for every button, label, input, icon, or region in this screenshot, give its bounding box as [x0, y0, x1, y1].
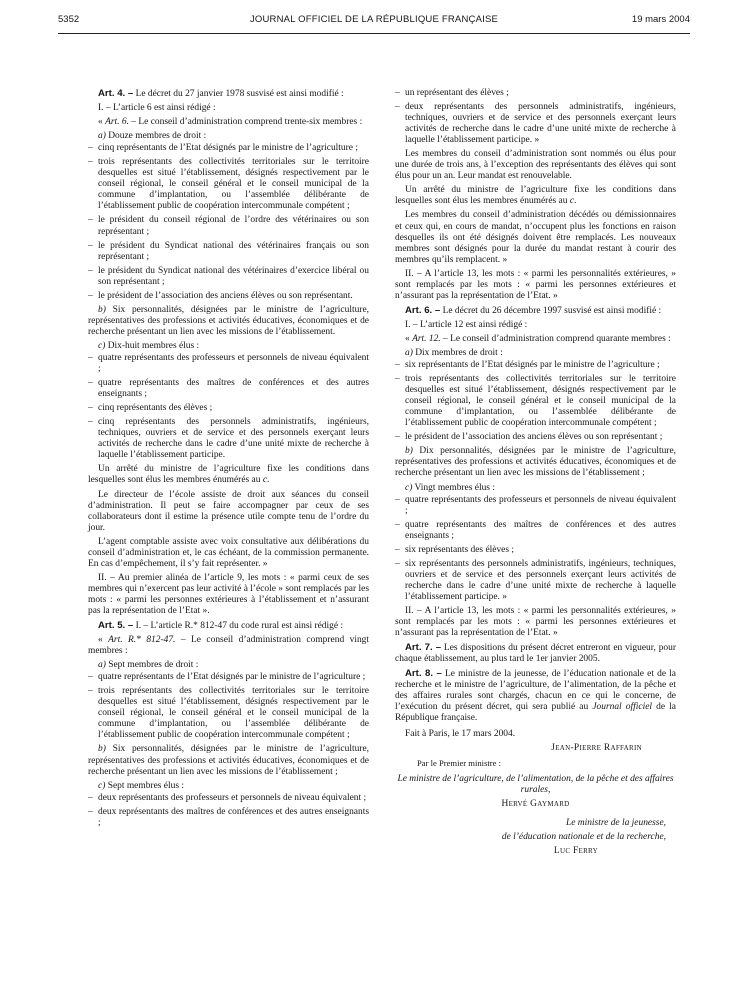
- section-c-label: c): [405, 482, 413, 493]
- par-le-premier-ministre: Par le Premier ministre :: [417, 757, 502, 768]
- article-6-intro: [395, 305, 676, 317]
- article-8: [395, 668, 676, 724]
- page-header: [58, 14, 690, 32]
- section-c: [88, 781, 369, 792]
- paragraph-arrete-ref: c: [262, 475, 268, 486]
- article-6-text: Le décret du 26 décembre 1997 susvisé est ainsi modifié :: [440, 305, 662, 316]
- signature-prime-minister: Jean-Pierre Raffarin: [551, 743, 642, 754]
- section-c-label: c): [98, 340, 106, 351]
- article-6-i: I. – L’article 12 est ainsi rédigé :: [405, 319, 528, 330]
- section-b: [88, 744, 369, 777]
- paragraph-arrete-text: Un arrêté du ministre de l’agriculture fixe les conditions dans lesquelles sont élus les membres énumérés au: [395, 185, 676, 207]
- r812-47-text: – Le conseil d’administration comprend vingt membres :: [88, 635, 370, 657]
- list-item: – trois représentants des collectivités territoriales sur le territoire desquelles est situé l’établissement, désignés respectivement par le conseil régional, le conseil général et le conseil municipal de la commune d’implantation, ou l’assemblée délibérante de l’établissement public de coopération intercommunale compétent ;: [88, 686, 369, 741]
- section-c: [395, 483, 676, 494]
- article-8-label: Art. 8. –: [405, 668, 442, 680]
- paragraph-ii: II. – A l’article 13, les mots : « parmi les personnalités extérieures, » sont remplacés par les mots : « parmi les personnes extérieures et n’assurant pas la représentation de l’Etat. »: [395, 605, 676, 639]
- article-4-label: Art. 4. –: [98, 88, 134, 99]
- paragraph-arrete: [395, 185, 676, 207]
- section-a: [88, 660, 369, 671]
- list-item: – le président de l’association des anciens élèves ou son représentant.: [88, 291, 369, 302]
- minister-jeunesse-title-2: de l’éducation nationale et de la recherche,: [501, 831, 666, 842]
- section-b-label: b): [98, 744, 106, 755]
- r812-47-label: Art. R.* 812-47.: [108, 635, 176, 646]
- section-c-text: Vingt membres élus :: [412, 482, 495, 493]
- list-item: – quatre représentants des maîtres de conférences et des autres enseignants ;: [395, 520, 676, 542]
- paragraph-ii: II. – Au premier alinéa de l’article 9, les mots : « parmi ceux de ses membres qui n’exercent pas leur activité à l’école » sont remplacés par les mots : « parmi les personnes extérieures à l’établissement et n’assurant pas la représentation de l’Etat ».: [88, 572, 369, 616]
- list-item: – le président de l’association des anciens élèves ou son représentant ;: [395, 432, 676, 443]
- list-item: – le président du conseil régional de l’ordre des vétérinaires ou son représentant ;: [88, 215, 369, 237]
- section-c-text: Dix-huit membres élus :: [105, 340, 200, 351]
- section-a-label: a): [405, 347, 413, 358]
- section-b-text: Six personnalités, désignées par le ministre de l’agriculture, représentatives des professions et activités éducatives, économiques et de recherche présentant un lien avec les missions de l’établissement ;: [88, 744, 369, 777]
- list-item: – trois représentants des collectivités territoriales sur le territoire desquelles est situé l’établissement, désignés respectivement par le conseil régional, le conseil général et le conseil municipal de la commune d’implantation, ou l’assemblée délibérante de l’établissement public de coopération intercommunale compétent ;: [395, 374, 676, 429]
- list-item: – deux représentants des personnels administratifs, ingénieurs, techniques, ouvriers et de service et des personnels exerçant leurs activités de recherche dans le cadre d’une unité mixte de recherche à laquelle l’établissement participe. »: [395, 102, 676, 146]
- art12-text: – Le conseil d’administration comprend quarante membres :: [440, 333, 671, 344]
- list-item: – le président du Syndicat national des vétérinaires français ou son représentant ;: [88, 241, 369, 263]
- article-5-intro: [88, 620, 369, 632]
- article-6-label: Art. 6. –: [405, 304, 441, 316]
- fait-a-paris: Fait à Paris, le 17 mars 2004.: [405, 729, 516, 740]
- paragraph-ii: II. – A l’article 13, les mots : « parmi les personnalités extérieures, » sont remplacés par les mots : « parmi les personnes extérieures et n’assurant pas la représentation de l’Etat. »: [395, 268, 676, 301]
- section-b: [88, 305, 369, 338]
- section-c: [88, 341, 369, 352]
- section-b-text: Six personnalités, désignées par le ministre de l’agriculture, représentatives des professions et activités éducatives, économiques et de recherche présentant un lien avec les missions de l’établissement.: [88, 304, 369, 337]
- signature-agriculture: Hervé Gaymard: [501, 798, 570, 809]
- section-c-label: c): [98, 780, 106, 791]
- article-5-label: Art. 5. –: [98, 620, 134, 632]
- paragraph-arrete-end: .: [574, 196, 577, 207]
- quote-open: «: [98, 635, 109, 646]
- section-a: [88, 131, 369, 142]
- page-number: 5352: [58, 14, 80, 25]
- paragraph-directeur: Le directeur de l’école assiste de droit aux séances du conseil d’administration. Il peut se faire accompagner par ceux de ses collaborateurs dont il estime la présence utile compte tenu de l’ordre du jour.: [88, 489, 369, 533]
- issue-date: 19 mars 2004: [631, 14, 690, 25]
- section-b-label: b): [98, 304, 106, 315]
- article-7-label: Art. 7. –: [405, 642, 442, 654]
- list-item: – le président du Syndicat national des vétérinaires d’exercice libéral ou son représentant ;: [88, 266, 369, 288]
- article-5-text: I. – L’article R.* 812-47 du code rural est ainsi rédigé :: [133, 621, 344, 632]
- quote-open: «: [405, 333, 413, 344]
- list-item: – deux représentants des professeurs et personnels de niveau équivalent ;: [88, 793, 369, 804]
- quote-open: «: [98, 117, 106, 128]
- section-a-text: Sept membres de droit :: [105, 660, 199, 671]
- r812-47-heading: [88, 635, 369, 657]
- section-b-text: Dix personnalités, désignées par le ministre de l’agriculture, représentatives des professions et activités éducatives, économiques et de recherche présentant un lien avec les missions de l’établissement ;: [395, 446, 676, 479]
- minister-agriculture-title: Le ministre de l’agriculture, de l’alimentation, de la pêche et des affaires rurales,: [397, 773, 674, 795]
- list-item: – six représentants des élèves ;: [395, 545, 676, 556]
- list-item: – quatre représentants des maîtres de conférences et des autres enseignants ;: [88, 378, 369, 400]
- paragraph-membres: Les membres du conseil d’administration sont nommés ou élus pour une durée de trois ans, à l’exception des représentants des élèves qui sont élus pour un an. Leur mandat est renouvelable.: [395, 149, 676, 182]
- paragraph-arrete-ref: c: [569, 196, 575, 207]
- list-item: – cinq représentants des élèves ;: [88, 403, 369, 414]
- article-8-text-end: de la République française.: [395, 702, 676, 724]
- section-a: [395, 348, 676, 359]
- minister-jeunesse-title-1: Le ministre de la jeunesse,: [565, 817, 666, 828]
- paragraph-arrete: [88, 464, 369, 486]
- paragraph-arrete-end: .: [267, 475, 270, 486]
- list-item: – six représentants des personnels administratifs, ingénieurs, techniques, ouvriers et de service et des personnels exerçant leurs activités de recherche dans le cadre d’une unité mixte de recherche à laquelle l’établissement participe. »: [395, 559, 676, 603]
- article-4-intro: [88, 88, 369, 100]
- list-item: – quatre représentants des professeurs et personnels de niveau équivalent ;: [88, 353, 369, 375]
- list-item: – quatre représentants des professeurs et personnels de niveau équivalent ;: [395, 495, 676, 517]
- journal-officiel-ref: Journal officiel: [592, 702, 653, 713]
- section-a-text: Dix membres de droit :: [412, 347, 503, 358]
- section-b: [395, 446, 676, 479]
- art12-label: Art. 12.: [412, 333, 441, 344]
- paragraph-deces: Les membres du conseil d’administration décédés ou démissionnaires et ceux qui, en cours de mandat, n’occupent plus les fonctions en raison desquelles ils ont été désignés doivent être remplacés. Les nouveaux membres sont désignés pour la durée du mandat restant à courir des membres qu’ils remplacent. »: [395, 210, 676, 265]
- article-4-text: Le décret du 27 janvier 1978 susvisé est ainsi modifié :: [133, 89, 344, 99]
- art12-heading: [395, 334, 676, 345]
- list-item: – cinq représentants de l’Etat désignés par le ministre de l’agriculture ;: [88, 143, 369, 154]
- list-item: – six représentants de l’Etat désignés par le ministre de l’agriculture ;: [395, 360, 676, 371]
- section-a-label: a): [98, 131, 106, 142]
- section-c-text: Sept membres élus :: [105, 780, 184, 791]
- list-item: – quatre représentants de l’Etat désignés par le ministre de l’agriculture ;: [88, 672, 369, 683]
- article-8-text: Le ministre de la jeunesse, de l’éducation nationale et de la recherche et le ministre de l’agriculture, de l’alimentation, de la pêche et des affaires rurales sont chargés, chacun en ce qui le concerne, de l’exécution du présent décret, qui sera publié au: [395, 669, 676, 713]
- section-a-text: Douze membres de droit :: [105, 131, 207, 142]
- article-7: [395, 642, 676, 665]
- art6-heading: [88, 117, 369, 128]
- paragraph-arrete-text: Un arrêté du ministre de l’agriculture fixe les conditions dans lesquelles sont élus les membres énumérés au: [88, 464, 369, 486]
- article-4-i: I. – L’article 6 est ainsi rédigé :: [98, 103, 216, 114]
- list-item: – un représentant des élèves ;: [395, 88, 676, 99]
- left-column: [88, 88, 369, 832]
- list-item: – cinq représentants des personnels administratifs, ingénieurs, techniques, ouvriers et de service et des personnels exerçant leurs activités de recherche dans le cadre d’une unité mixte de recherche à laquelle l’établissement participe.: [88, 417, 369, 461]
- list-item: – trois représentants des collectivités territoriales sur le territoire desquelles est situé l’établissement, désignés respectivement par le conseil régional, le conseil général et le conseil municipal de la commune d’implantation, ou l’assemblée délibérante de l’établissement public de coopération intercommunale compétent ;: [88, 157, 369, 212]
- paragraph-agent: L’agent comptable assiste avec voix consultative aux délibérations du conseil d’administration et, le cas échéant, de la commission permanente. En cas d’empêchement, il s’y fait représenter. »: [88, 536, 369, 569]
- header-rule: [58, 33, 690, 34]
- section-a-label: a): [98, 660, 106, 671]
- list-item: – deux représentants des maîtres de conférences et des autres enseignants ;: [88, 807, 369, 829]
- art6-text: – Le conseil d’administration comprend trente-six membres :: [128, 117, 363, 128]
- art6-label: Art. 6.: [105, 117, 129, 128]
- section-b-label: b): [405, 446, 413, 457]
- right-column: [395, 88, 676, 860]
- signature-jeunesse: Luc Ferry: [553, 845, 598, 856]
- article-7-text: Les dispositions du présent décret entreront en vigueur, pour chaque établissement, au plus tard le 1er janvier 2005.: [395, 643, 676, 665]
- journal-title: JOURNAL OFFICIEL DE LA RÉPUBLIQUE FRANÇAISE: [249, 14, 499, 25]
